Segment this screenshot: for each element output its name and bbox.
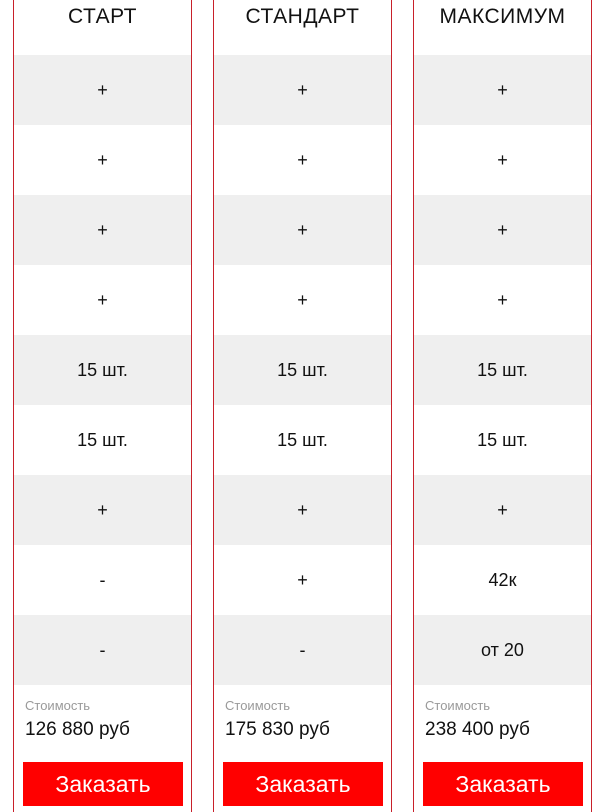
feature-value: 15 шт.	[414, 335, 591, 405]
plan-card-start	[13, 0, 192, 812]
feature-value: +	[414, 195, 591, 265]
feature-value: +	[497, 289, 508, 310]
feature-value: +	[297, 569, 308, 590]
feature-value: +	[97, 149, 108, 170]
feature-value: +	[214, 195, 391, 265]
feature-list	[214, 55, 391, 685]
feature-value: +	[97, 289, 108, 310]
feature-value: -	[14, 615, 191, 685]
price-value: 126 880 руб	[25, 719, 130, 740]
feature-value: +	[214, 55, 391, 125]
feature-value: +	[14, 475, 191, 545]
feature-value: 15 шт.	[214, 335, 391, 405]
feature-value: +	[297, 149, 308, 170]
order-button[interactable]: Заказать	[23, 762, 183, 806]
plan-card-standard	[213, 0, 392, 812]
feature-value: 15 шт.	[277, 429, 328, 450]
price-label: Стоимость	[425, 698, 491, 713]
feature-value: 42к	[488, 569, 517, 590]
feature-value: +	[414, 475, 591, 545]
feature-list	[414, 55, 591, 685]
feature-value: +	[297, 289, 308, 310]
feature-value: +	[14, 195, 191, 265]
feature-list	[14, 55, 191, 685]
feature-value: +	[214, 475, 391, 545]
feature-value: -	[214, 615, 391, 685]
price-label: Стоимость	[225, 698, 291, 713]
feature-value: 15 шт.	[77, 429, 128, 450]
order-button[interactable]: Заказать	[223, 762, 383, 806]
plan-title: СТАРТ	[68, 5, 137, 28]
order-button[interactable]: Заказать	[423, 762, 583, 806]
feature-value: +	[497, 149, 508, 170]
plan-title: МАКСИМУМ	[439, 5, 566, 28]
price-label: Стоимость	[25, 698, 91, 713]
feature-value: 15 шт.	[477, 429, 528, 450]
feature-value: +	[14, 55, 191, 125]
plan-title: СТАНДАРТ	[245, 5, 360, 28]
feature-value: +	[414, 55, 591, 125]
price-value: 238 400 руб	[425, 719, 530, 740]
feature-value: -	[99, 569, 106, 590]
plan-card-maximum	[413, 0, 592, 812]
price-value: 175 830 руб	[225, 719, 330, 740]
feature-value: 15 шт.	[14, 335, 191, 405]
feature-value: от 20	[414, 615, 591, 685]
